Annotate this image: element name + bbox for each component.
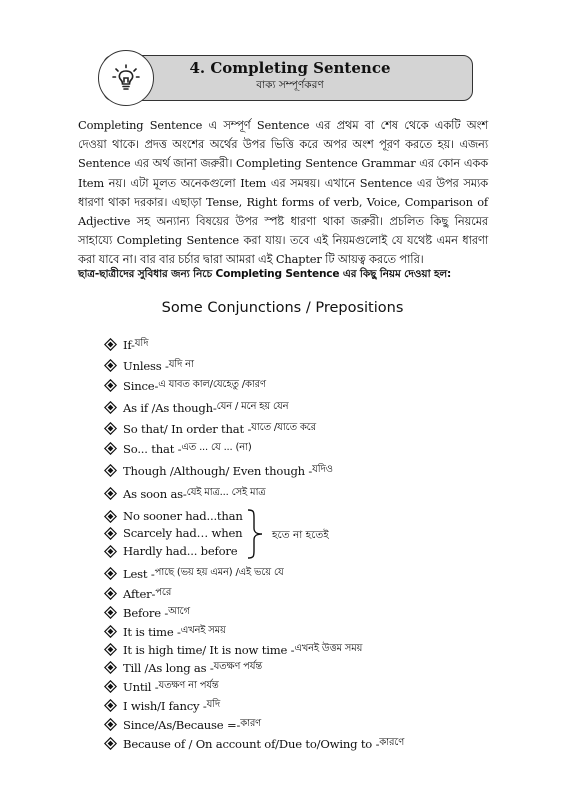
item-meaning: যেন / মনে হয় যেন: [216, 401, 289, 412]
list-item: [104, 526, 242, 540]
item-meaning: কারণ: [240, 718, 262, 729]
chapter-title: 4. Completing Sentence: [189, 59, 391, 77]
diamond-bullet-icon: [104, 661, 117, 674]
list-item: [104, 377, 266, 394]
item-term: Till /As long as -: [123, 660, 214, 675]
diamond-bullet-icon: [104, 545, 117, 558]
item-meaning: যতক্ষণ পর্যন্ত: [213, 661, 263, 672]
list-item: [104, 440, 252, 457]
item-term: Lest -: [123, 566, 155, 581]
diamond-bullet-icon: [104, 625, 117, 638]
item-meaning: এখনই সময়: [180, 625, 226, 636]
list-item: [104, 357, 194, 374]
item-meaning: পরে: [155, 587, 172, 598]
list-item: [104, 565, 284, 582]
brace-icon: [244, 508, 268, 560]
item-meaning: যেই মাত্র... সেই মাত্র: [186, 487, 266, 498]
item-term: So... that -: [123, 441, 182, 456]
list-item: [104, 336, 148, 353]
item-meaning: যদি না: [168, 359, 194, 370]
list-item: [104, 659, 262, 676]
item-meaning: যদিও: [312, 464, 333, 475]
list-item: [104, 623, 226, 640]
item-term: So that/ In order that -: [123, 421, 252, 436]
item-meaning: এ যাবত কাল/যেহেতু /কারণ: [158, 379, 266, 390]
item-meaning: আগে: [168, 606, 190, 617]
list-item: [104, 485, 265, 502]
diamond-bullet-icon: [104, 487, 117, 500]
item-term: Because of / On account of/Due to/Owing to -: [123, 736, 380, 751]
item-term: Unless -: [123, 358, 169, 373]
diamond-bullet-icon: [104, 464, 117, 477]
diamond-bullet-icon: [104, 680, 117, 693]
diamond-bullet-icon: [104, 510, 117, 523]
item-term: Since/As/Because =-: [123, 717, 241, 732]
diamond-bullet-icon: [104, 379, 117, 392]
diamond-bullet-icon: [104, 718, 117, 731]
item-term: Though /Although/ Even though -: [123, 463, 313, 478]
diamond-bullet-icon: [104, 699, 117, 712]
list-item: [104, 509, 243, 523]
diamond-bullet-icon: [104, 737, 117, 750]
list-item: [104, 735, 404, 752]
item-term: After-: [123, 586, 156, 601]
item-meaning: যাতে /যাতে করে: [251, 422, 316, 433]
item-term: No sooner had...than: [123, 509, 243, 523]
section-title: Some Conjunctions / Prepositions: [161, 300, 404, 316]
list-item: [104, 462, 333, 479]
list-item: [104, 420, 316, 437]
item-meaning: কারণে: [379, 737, 405, 748]
item-term: Before -: [123, 605, 169, 620]
item-term: Since-: [123, 378, 159, 393]
item-term: As if /As though-: [123, 400, 217, 415]
intro-paragraph: [78, 116, 488, 270]
item-meaning: যদি: [134, 338, 149, 349]
chapter-subtitle: বাক্য সম্পূর্ণকরণ: [256, 79, 324, 91]
rules-note: ছাত্র-ছাত্রীদের সুবিধার জন্য নিচে Completing Sentence এর কিছু নিয়ম দেওয়া হল:: [78, 268, 452, 280]
list-item: [104, 716, 261, 733]
diamond-bullet-icon: [104, 643, 117, 656]
list-item: [104, 678, 219, 695]
diamond-bullet-icon: [104, 422, 117, 435]
item-term: I wish/I fancy -: [123, 698, 207, 713]
item-meaning: পাছে (ভয় হয় এমন) /এই ভয়ে যে: [154, 567, 284, 578]
item-term: It is high time/ It is now time -: [123, 642, 295, 657]
list-item: [104, 604, 190, 621]
lightbulb-icon: [98, 50, 154, 106]
diamond-bullet-icon: [104, 567, 117, 580]
list-item: [104, 544, 237, 558]
item-meaning: যতক্ষণ না পর্যন্ত: [158, 680, 219, 691]
item-term: As soon as-: [123, 486, 187, 501]
item-meaning: যদি: [206, 699, 221, 710]
item-term: Until -: [123, 679, 159, 694]
diamond-bullet-icon: [104, 442, 117, 455]
list-item: [104, 399, 288, 416]
item-meaning: এখনই উত্তম সময়: [294, 643, 363, 654]
item-term: Hardly had... before: [123, 544, 238, 558]
item-term: If-: [123, 337, 135, 352]
item-meaning: এত ... যে ... (না): [181, 442, 252, 453]
item-term: Scarcely had… when: [123, 526, 243, 540]
item-term: It is time -: [123, 624, 181, 639]
diamond-bullet-icon: [104, 401, 117, 414]
list-item: [104, 641, 362, 658]
list-item: [104, 585, 171, 602]
diamond-bullet-icon: [104, 359, 117, 372]
diamond-bullet-icon: [104, 587, 117, 600]
brace-label: হতে না হতেই: [272, 529, 329, 541]
diamond-bullet-icon: [104, 338, 117, 351]
diamond-bullet-icon: [104, 527, 117, 540]
list-item: [104, 697, 220, 714]
diamond-bullet-icon: [104, 606, 117, 619]
intro-text: Completing Sentence এ সম্পূর্ণ Sentence এর প্রথম বা শেষ থেকে একটি অংশ দেওয়া থাকে। প্রদত্ত অংশের অর্থের উপর ভিত্তি করে অপর অংশ পূরণ করতে হয়। এজন্য Sentence এর অর্থ জানা জরুরী। Completing Sentence Grammar এর কোন একক Item নয়। এটা মূলত অনেকগুলো Item এর সমন্বয়। এখানে Sentence এর উপর সম্যক ধারণা থাকা দরকার। এছাড়া Tense, Right forms of verb, Voice, Comparison of Adjective সহ অন্যান্য বিষয়ের উপর স্পষ্ট ধারণা থাকা জরুরী। প্রচলিত কিছু নিয়মের সাহায্যে Completing Sentence করা যায়। তবে এই নিয়মগুলোই যে যথেষ্ট এমন ধারণা করা যাবে না। বার বার চর্চার দ্বারা আমরা এই Chapter টি আয়ত্ব করতে পারি।: [78, 118, 488, 267]
